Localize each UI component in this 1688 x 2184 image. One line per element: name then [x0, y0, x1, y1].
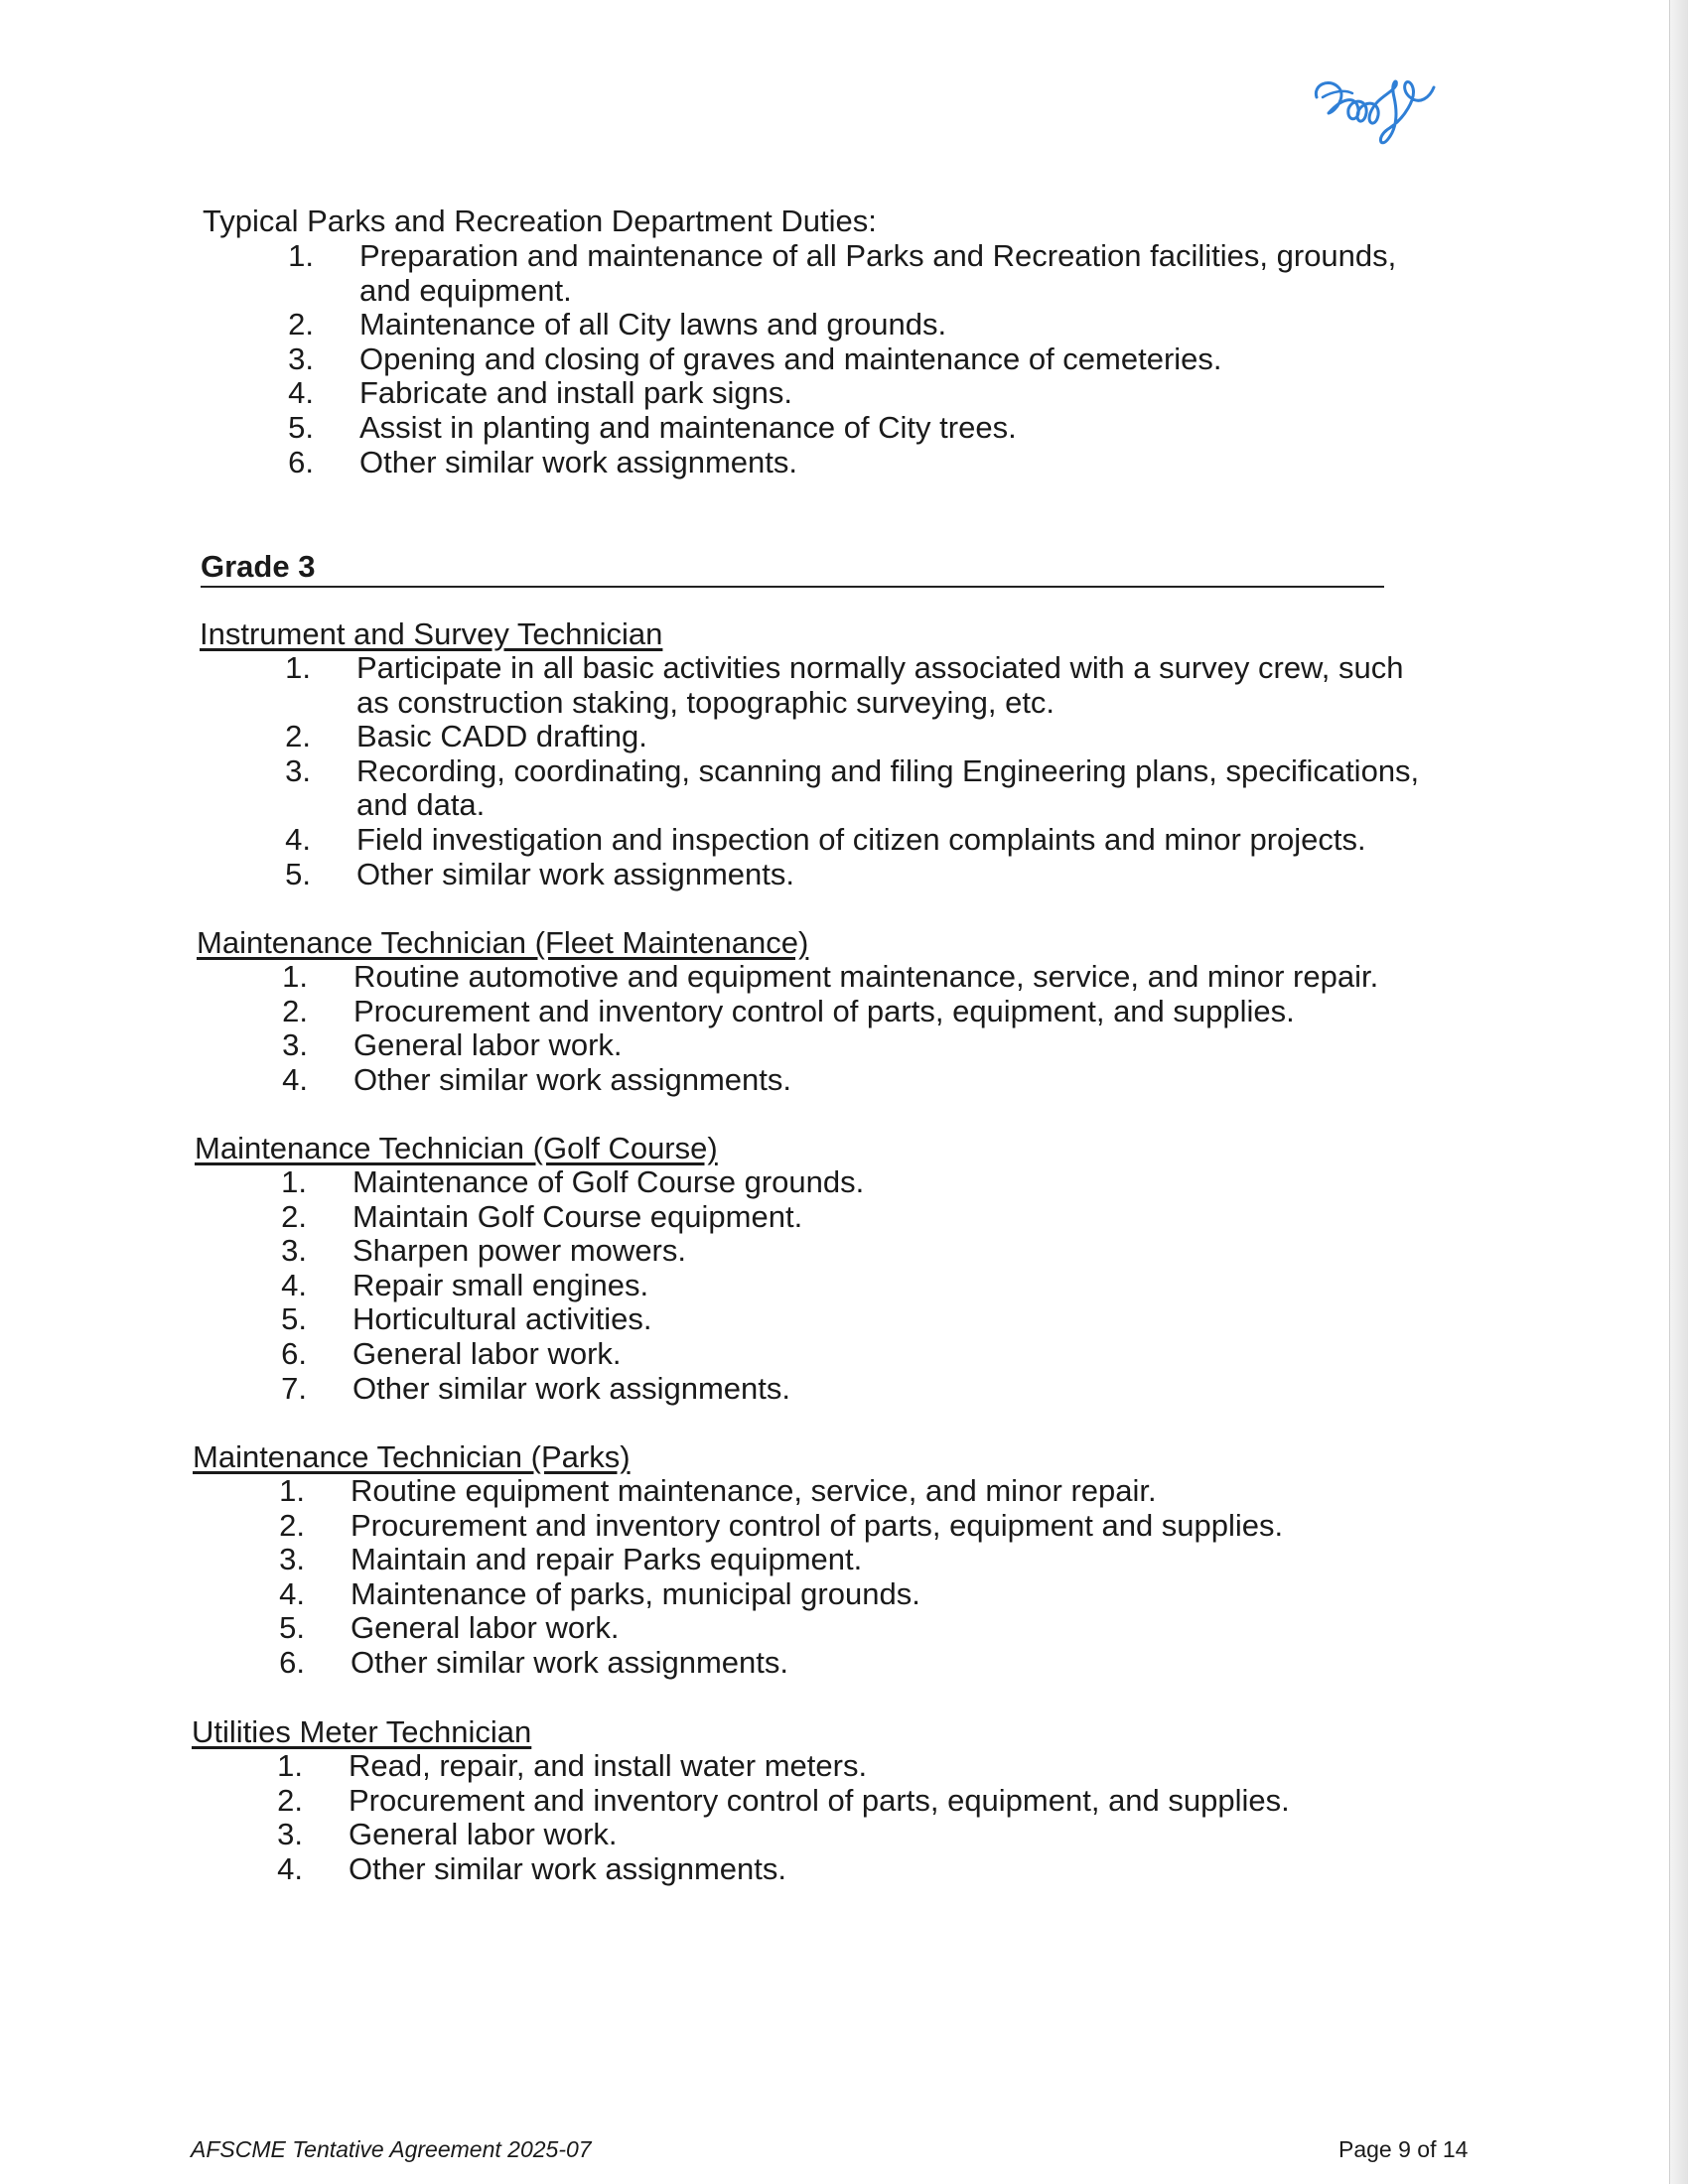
- list-item-text: Opening and closing of graves and maintenance of cemeteries.: [359, 341, 1222, 376]
- list-item-text: Routine automotive and equipment maintenance, service, and minor repair.: [353, 959, 1379, 994]
- list-item-text: and equipment.: [359, 272, 572, 308]
- list-item: [275, 1200, 864, 1235]
- list-item-number: 2.: [281, 1198, 307, 1234]
- intro-heading: Typical Parks and Recreation Department Duties:: [203, 204, 877, 238]
- list-item: [279, 720, 1419, 754]
- list-item-text: Repair small engines.: [352, 1267, 649, 1302]
- list-item-text: Horticultural activities.: [352, 1301, 652, 1337]
- list-item-number: 5.: [279, 1610, 305, 1646]
- list-item-text: Maintenance of parks, municipal grounds.: [351, 1575, 920, 1611]
- list-item: [275, 1234, 864, 1269]
- list-item-number: 6.: [281, 1335, 307, 1371]
- list-item: [275, 1165, 864, 1200]
- list-item-continuation: [279, 686, 1419, 721]
- list-item: [279, 823, 1419, 858]
- list-item: [282, 342, 1396, 377]
- list-item-text: Assist in planting and maintenance of City trees.: [359, 409, 1017, 445]
- list-item-number: 5.: [288, 409, 314, 445]
- list-item-number: 4.: [277, 1850, 303, 1886]
- list-item-text: General labor work.: [349, 1817, 618, 1852]
- list-item-number: 3.: [279, 1542, 305, 1577]
- list-item-continuation: [279, 788, 1419, 823]
- section-title-golf-course: Maintenance Technician (Golf Course): [195, 1131, 718, 1165]
- footer-document-title: AFSCME Tentative Agreement 2025-07: [191, 2136, 592, 2162]
- list-item-number: 5.: [285, 856, 311, 891]
- list-item-number: 1.: [281, 1164, 307, 1199]
- list-item-text: Other similar work assignments.: [356, 856, 795, 891]
- list-item-number: 4.: [281, 1267, 307, 1302]
- list-item-number: 4.: [285, 821, 311, 857]
- list-item-number: 1.: [282, 959, 308, 994]
- list-item-text: Other similar work assignments.: [349, 1850, 787, 1886]
- utilities-meter-duties-list: [271, 1749, 1290, 1886]
- list-item: [273, 1611, 1283, 1646]
- handwritten-initials-signature: [1309, 68, 1448, 157]
- list-item: [275, 1269, 864, 1303]
- list-item-text: and data.: [356, 787, 486, 823]
- list-item-continuation: [282, 274, 1396, 309]
- list-item-text: Preparation and maintenance of all Parks and Recreation facilities, grounds,: [359, 238, 1397, 273]
- list-item-text: Basic CADD drafting.: [356, 719, 647, 754]
- list-item: [273, 1646, 1283, 1681]
- list-item: [271, 1749, 1290, 1784]
- list-item: [282, 308, 1396, 342]
- list-item-text: Other similar work assignments.: [351, 1644, 789, 1680]
- list-item-text: Sharpen power mowers.: [352, 1233, 686, 1269]
- list-item: [282, 446, 1396, 480]
- list-item-text: as construction staking, topographic surveying, etc.: [356, 684, 1055, 720]
- list-item-number: 4.: [282, 1061, 308, 1097]
- list-item: [279, 651, 1419, 686]
- list-item-number: 3.: [282, 1027, 308, 1063]
- list-item-text: Procurement and inventory control of parts, equipment, and supplies.: [353, 993, 1295, 1028]
- list-item-number: 2.: [288, 307, 314, 342]
- list-item-text: Other similar work assignments.: [352, 1370, 791, 1406]
- list-item: [282, 239, 1396, 274]
- list-item-text: General labor work.: [352, 1335, 622, 1371]
- fleet-maintenance-duties-list: [276, 960, 1378, 1097]
- grade-heading: Grade 3: [201, 550, 1384, 588]
- list-item-number: 5.: [281, 1301, 307, 1337]
- list-item-text: Read, repair, and install water meters.: [349, 1748, 868, 1783]
- list-item: [271, 1784, 1290, 1819]
- list-item-text: General labor work.: [353, 1027, 623, 1063]
- section-title-parks: Maintenance Technician (Parks): [193, 1439, 631, 1474]
- list-item-number: 3.: [285, 752, 311, 788]
- list-item-number: 1.: [285, 650, 311, 685]
- list-item: [282, 411, 1396, 446]
- list-item-text: Other similar work assignments.: [353, 1061, 792, 1097]
- list-item-number: 2.: [285, 719, 311, 754]
- list-item-number: 1.: [288, 238, 314, 273]
- list-item-number: 6.: [288, 444, 314, 479]
- list-item-number: 4.: [288, 375, 314, 411]
- list-item: [279, 754, 1419, 789]
- list-item-number: 1.: [277, 1748, 303, 1783]
- list-item: [282, 376, 1396, 411]
- list-item-text: Procurement and inventory control of parts, equipment, and supplies.: [349, 1782, 1290, 1818]
- list-item: [273, 1474, 1283, 1509]
- list-item-text: Participate in all basic activities normally associated with a survey crew, such: [356, 650, 1404, 685]
- list-item: [273, 1577, 1283, 1612]
- list-item-number: 3.: [281, 1233, 307, 1269]
- scan-page-edge: [1669, 0, 1688, 2184]
- list-item-number: 4.: [279, 1575, 305, 1611]
- list-item: [271, 1852, 1290, 1887]
- list-item: [273, 1543, 1283, 1577]
- list-item-text: Maintenance of all City lawns and grounds.: [359, 307, 947, 342]
- list-item-text: Routine equipment maintenance, service, and minor repair.: [351, 1473, 1157, 1508]
- list-item: [276, 1028, 1378, 1063]
- intro-duties-list: [282, 239, 1396, 479]
- list-item-text: Maintain Golf Course equipment.: [352, 1198, 803, 1234]
- list-item-text: Fabricate and install park signs.: [359, 375, 792, 411]
- list-item: [279, 858, 1419, 892]
- list-item: [276, 960, 1378, 995]
- list-item-text: Procurement and inventory control of parts, equipment and supplies.: [351, 1507, 1284, 1543]
- list-item-text: Field investigation and inspection of citizen complaints and minor projects.: [356, 821, 1366, 857]
- list-item-text: Maintain and repair Parks equipment.: [351, 1542, 863, 1577]
- list-item: [275, 1302, 864, 1337]
- list-item-number: 2.: [277, 1782, 303, 1818]
- section-title-fleet-maintenance: Maintenance Technician (Fleet Maintenance): [197, 925, 809, 960]
- list-item-number: 6.: [279, 1644, 305, 1680]
- list-item: [276, 1063, 1378, 1098]
- section-title-utilities-meter: Utilities Meter Technician: [192, 1714, 532, 1749]
- list-item-number: 2.: [279, 1507, 305, 1543]
- footer-page-number: Page 9 of 14: [1338, 2136, 1469, 2162]
- list-item-text: Other similar work assignments.: [359, 444, 798, 479]
- list-item: [271, 1818, 1290, 1852]
- list-item-number: 1.: [279, 1473, 305, 1508]
- list-item: [276, 995, 1378, 1029]
- list-item-text: General labor work.: [351, 1610, 620, 1646]
- list-item: [275, 1372, 864, 1407]
- list-item-number: 3.: [288, 341, 314, 376]
- section-title-survey-technician: Instrument and Survey Technician: [200, 616, 663, 651]
- parks-duties-list: [273, 1474, 1283, 1681]
- list-item-number: 3.: [277, 1817, 303, 1852]
- list-item-text: Maintenance of Golf Course grounds.: [352, 1164, 865, 1199]
- list-item-number: 7.: [281, 1370, 307, 1406]
- golf-course-duties-list: [275, 1165, 864, 1406]
- list-item: [275, 1337, 864, 1372]
- list-item-number: 2.: [282, 993, 308, 1028]
- list-item: [273, 1509, 1283, 1544]
- list-item-text: Recording, coordinating, scanning and filing Engineering plans, specifications,: [356, 752, 1420, 788]
- survey-technician-duties-list: [279, 651, 1419, 891]
